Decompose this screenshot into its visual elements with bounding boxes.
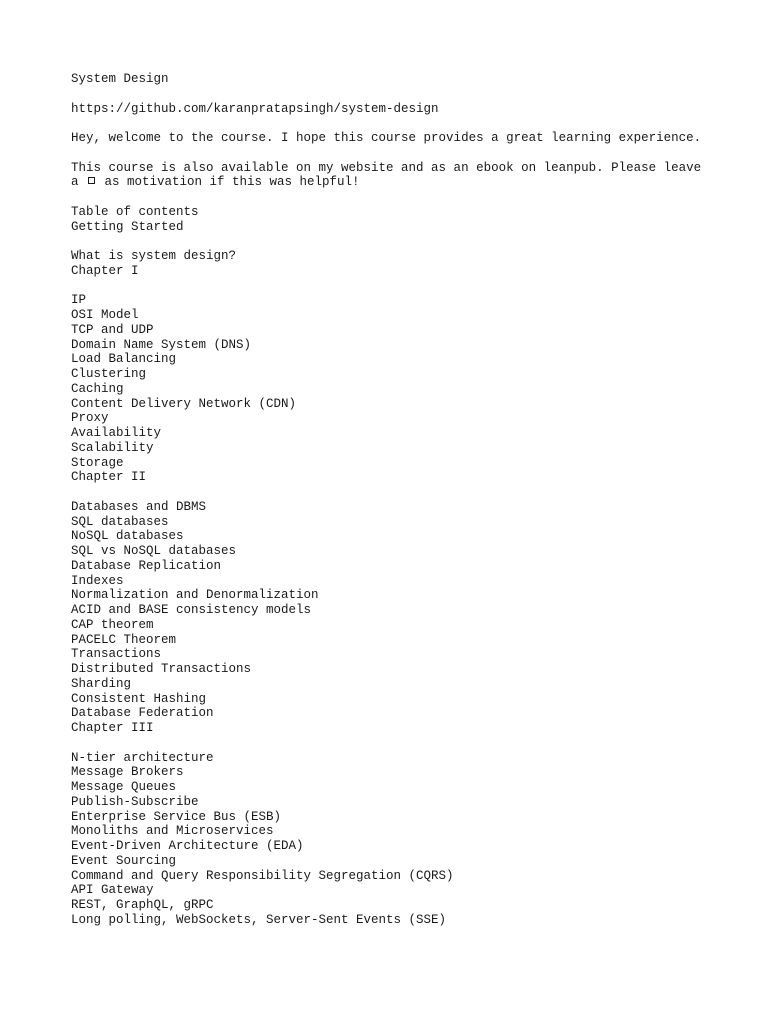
toc-item[interactable]: Databases and DBMS (71, 499, 207, 514)
toc-item[interactable]: Long polling, WebSockets, Server-Sent Events (SSE) (71, 912, 447, 927)
toc-item[interactable]: Caching (71, 381, 124, 396)
spacer (71, 116, 711, 131)
toc-item[interactable]: ACID and BASE consistency models (71, 603, 312, 617)
toc-item[interactable]: Domain Name System (DNS) (71, 337, 252, 352)
spacer (71, 87, 711, 102)
spacer (71, 146, 711, 161)
toc-chapter-2[interactable]: Chapter II (71, 470, 147, 485)
toc-item[interactable]: Storage (71, 455, 124, 470)
intro-paragraph: Hey, welcome to the course. I hope this course provides a great learning experience. (71, 131, 702, 145)
toc-item[interactable]: Transactions (71, 647, 162, 662)
toc-item[interactable]: Sharding (71, 676, 132, 691)
toc-item[interactable]: Availability (71, 426, 162, 440)
document-title: System Design (71, 72, 169, 86)
toc-item[interactable]: Enterprise Service Bus (ESB) (71, 809, 282, 824)
toc-chapter-1[interactable]: Chapter I (71, 263, 139, 278)
toc-item[interactable]: Scalability (71, 440, 154, 455)
toc-item[interactable]: Consistent Hashing (71, 691, 207, 706)
toc-item[interactable]: TCP and UDP (71, 322, 154, 337)
toc-item[interactable]: Publish-Subscribe (71, 794, 199, 809)
toc-item[interactable]: PACELC Theorem (71, 632, 177, 647)
toc-item[interactable]: Proxy (71, 411, 109, 426)
chapter-1-list (71, 293, 711, 470)
availability-text-start: This course is also available on my website and as an ebook on leanpub. Please leave a (71, 160, 702, 190)
toc-item[interactable]: REST, GraphQL, gRPC (71, 898, 214, 912)
toc-getting-started[interactable]: Getting Started (71, 219, 184, 234)
toc-what-is-system-design[interactable]: What is system design? (71, 249, 237, 263)
toc-item[interactable]: Content Delivery Network (CDN) (71, 396, 297, 411)
toc-item[interactable]: Distributed Transactions (71, 662, 252, 676)
toc-item[interactable]: Clustering (71, 367, 147, 381)
spacer (71, 485, 711, 500)
toc-item[interactable]: Command and Query Responsibility Segregation (CQRS) (71, 868, 454, 883)
spacer (71, 190, 711, 205)
toc-item[interactable]: N-tier architecture (71, 750, 214, 765)
toc-item[interactable]: NoSQL databases (71, 529, 184, 544)
toc-item[interactable]: SQL databases (71, 514, 169, 529)
availability-paragraph (71, 161, 711, 191)
toc-item[interactable]: Message Queues (71, 780, 177, 794)
repository-link[interactable]: https://github.com/karanpratapsingh/system-design (71, 101, 439, 116)
document-page (71, 72, 711, 928)
toc-item[interactable]: Monoliths and Microservices (71, 824, 274, 839)
star-icon (88, 177, 95, 184)
toc-item[interactable]: Database Replication (71, 558, 222, 573)
toc-item[interactable]: Database Federation (71, 706, 214, 721)
toc-heading: Table of contents (71, 204, 199, 219)
chapter-3-list (71, 751, 711, 928)
toc-item[interactable]: API Gateway (71, 883, 154, 898)
spacer (71, 279, 711, 294)
toc-item[interactable]: Normalization and Denormalization (71, 588, 319, 603)
toc-item[interactable]: Event Sourcing (71, 853, 177, 868)
toc-item[interactable]: Indexes (71, 573, 124, 588)
toc-item[interactable]: OSI Model (71, 308, 139, 322)
toc-item[interactable]: Load Balancing (71, 352, 177, 367)
chapter-2-list (71, 500, 711, 721)
toc-chapter-3[interactable]: Chapter III (71, 721, 154, 735)
spacer (71, 736, 711, 751)
availability-text-end: as motivation if this was helpful! (97, 175, 360, 190)
toc-item[interactable]: Message Brokers (71, 765, 184, 780)
toc-item[interactable]: SQL vs NoSQL databases (71, 544, 237, 558)
toc-item[interactable]: IP (71, 293, 87, 308)
spacer (71, 234, 711, 249)
toc-item[interactable]: Event-Driven Architecture (EDA) (71, 839, 304, 853)
toc-item[interactable]: CAP theorem (71, 617, 154, 632)
